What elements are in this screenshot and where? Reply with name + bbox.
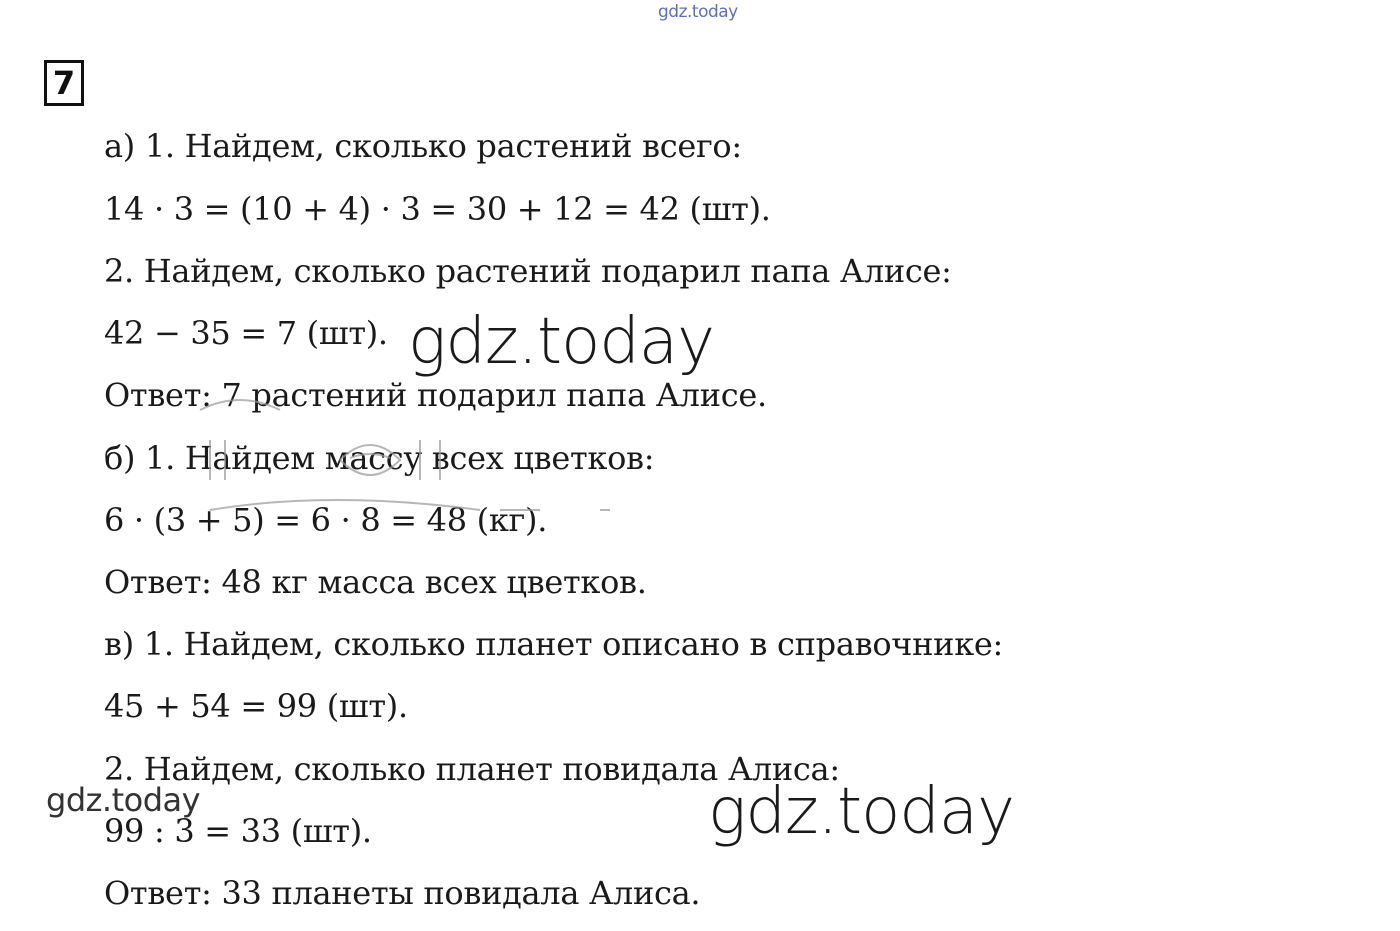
solution-line: 99 : 3 = 33 (шт). (104, 812, 372, 850)
solution-line: б) 1. Найдем массу всех цветков: (104, 439, 655, 477)
top-site-watermark: gdz.today (658, 2, 738, 22)
answer-line: Ответ: 48 кг масса всех цветков. (104, 563, 647, 601)
solution-line: 14 · 3 = (10 + 4) · 3 = 30 + 12 = 42 (шт). (104, 190, 771, 228)
solution-line: 2. Найдем, сколько планет повидала Алиса: (104, 750, 840, 788)
solution-line: 2. Найдем, сколько растений подарил папа Алисе: (104, 252, 952, 290)
solution-line: 45 + 54 = 99 (шт). (104, 687, 408, 725)
answer-line: Ответ: 33 планеты повидала Алиса. (104, 874, 701, 912)
watermark-logo: gdz.today (408, 305, 714, 379)
solution-line: а) 1. Найдем, сколько растений всего: (104, 127, 742, 165)
solution-line: 42 − 35 = 7 (шт). (104, 314, 388, 352)
answer-line: Ответ: 7 растений подарил папа Алисе. (104, 376, 767, 414)
watermark-logo-small: gdz.today (46, 781, 201, 819)
watermark-scribble (180, 380, 680, 530)
solution-line: в) 1. Найдем, сколько планет описано в справочнике: (104, 625, 1004, 663)
watermark-logo: gdz.today (708, 775, 1014, 849)
solution-line: 6 · (3 + 5) = 6 · 8 = 48 (кг). (104, 501, 548, 539)
task-number: 7 (44, 60, 84, 106)
